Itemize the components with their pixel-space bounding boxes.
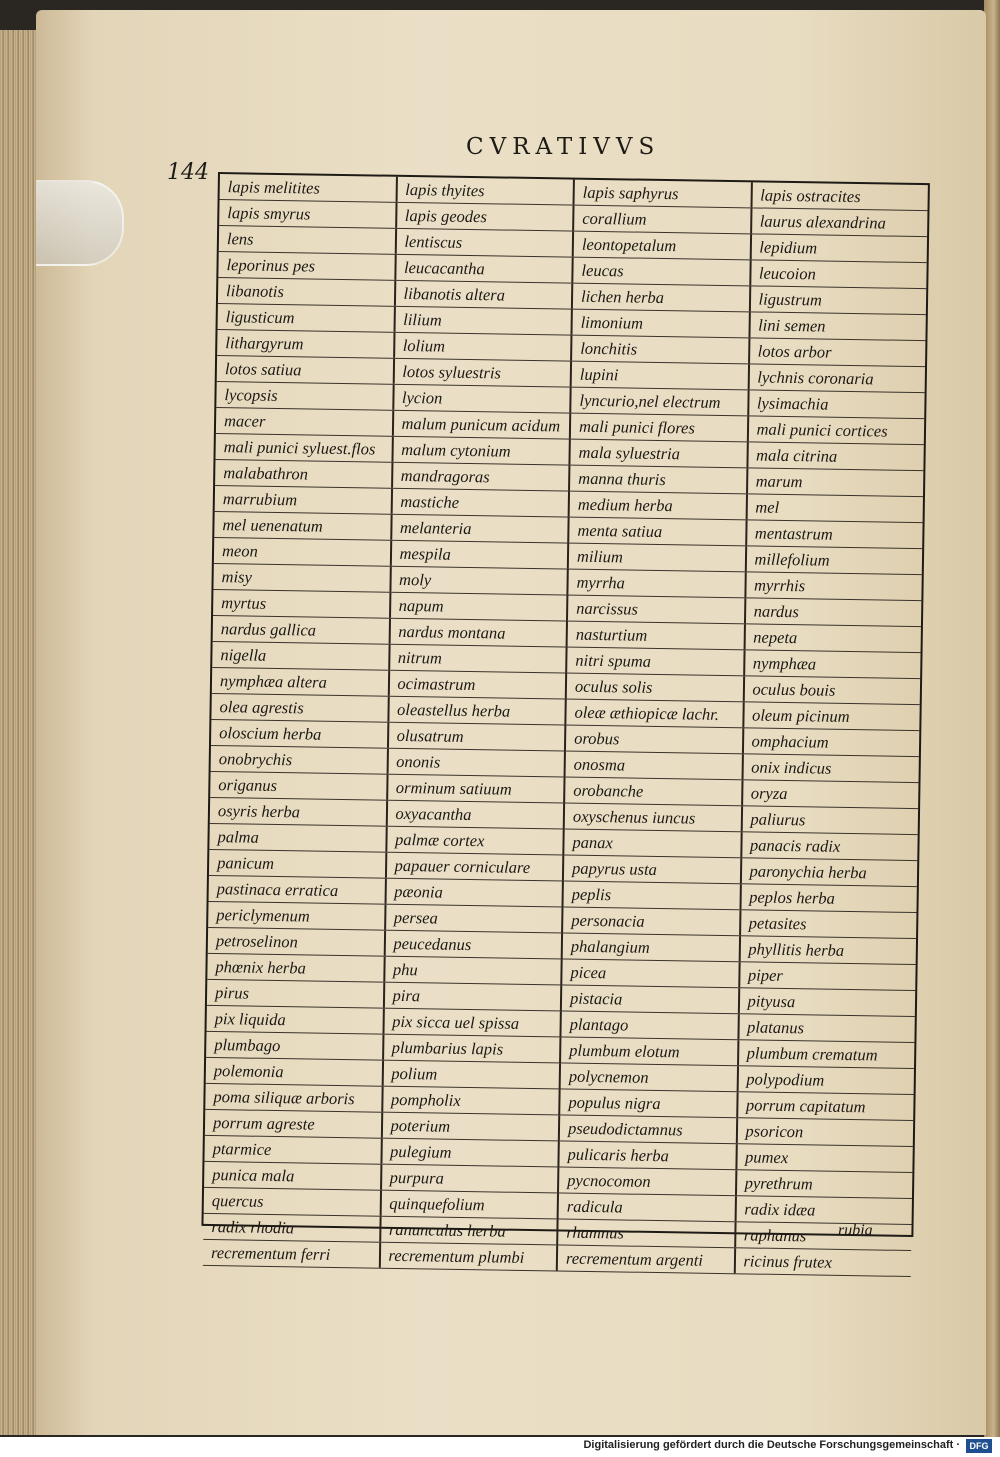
table-cell: oxyschenus iuncus — [563, 803, 741, 831]
table-cell: lini semen — [748, 312, 926, 340]
table-cell: medium herba — [568, 492, 746, 520]
dfg-logo-icon: DFG — [966, 1439, 992, 1453]
table-cell: punica mala — [212, 1165, 295, 1186]
book-fore-edge — [0, 30, 40, 1435]
table-cell: lyncurio,nel electrum — [569, 388, 747, 416]
table-cell: petasites — [739, 910, 917, 938]
table-cell: porrum agreste — [212, 1113, 315, 1134]
table-cell: recrementum plumbi — [378, 1243, 556, 1271]
table-cell: lysimachia — [747, 390, 925, 418]
table-cell: mastiche — [390, 489, 568, 517]
table-cell: radix idæa — [734, 1196, 912, 1224]
table-cell: nepeta — [743, 624, 921, 652]
table-cell: onobrychis — [218, 749, 293, 770]
table-cell: pastinaca erratica — [216, 879, 339, 900]
table-cell: moly — [389, 567, 567, 595]
table-cell: polycnemon — [559, 1063, 737, 1091]
table-cell: pistacia — [560, 985, 738, 1013]
table-cell: myrtus — [221, 593, 267, 613]
catchword: rubia — [838, 1222, 873, 1239]
table-cell: lapis thyites — [395, 177, 573, 205]
table-cell: phœnix herba — [215, 957, 306, 978]
table-cell: oculus bouis — [742, 676, 920, 704]
table-cell: mel — [745, 494, 923, 522]
table-cell: phu — [383, 957, 561, 985]
table-cell: recrementum argenti — [556, 1245, 734, 1273]
table-cell: onosma — [564, 752, 742, 780]
page-number: 144 — [167, 160, 209, 185]
table-cell: panicum — [217, 853, 275, 873]
table-cell: orobus — [564, 726, 742, 754]
table-cell: lithargyrum — [225, 333, 304, 354]
table-cell: nardus — [743, 598, 921, 626]
table-cell: paronychia herba — [739, 858, 917, 886]
table-cell: papyrus usta — [562, 855, 740, 883]
table-cell: pumex — [735, 1144, 913, 1172]
table-cell: radix rhodia — [211, 1217, 295, 1238]
table-cell: polium — [381, 1061, 559, 1089]
table-cell: radicula — [557, 1193, 735, 1221]
table-cell: osyris herba — [217, 801, 301, 822]
table-cell: marum — [746, 468, 924, 496]
table-cell: polypodium — [736, 1066, 914, 1094]
table-cell: peplis — [562, 881, 740, 909]
table-cell: orobanche — [563, 778, 741, 806]
table-cell: pulicaris herba — [557, 1141, 735, 1169]
table-cell: lapis geodes — [395, 203, 573, 231]
table-cell: milium — [567, 544, 745, 572]
table-cell: persea — [384, 905, 562, 933]
table-cell: malabathron — [223, 463, 309, 484]
table-cell: mandragoras — [391, 463, 569, 491]
table-cell: lotos satiua — [224, 359, 302, 380]
table-cell: olea agrestis — [219, 697, 304, 718]
table-cell: leontopetalum — [572, 232, 750, 260]
table-cell: populus nigra — [558, 1089, 736, 1117]
table-cell: lilium — [393, 307, 571, 335]
book-right-edge — [984, 0, 1000, 1440]
table-cell: ptarmice — [212, 1139, 272, 1159]
table-cell: plumbago — [214, 1035, 281, 1056]
table-cell: libanotis — [225, 281, 285, 302]
table-cell: lentiscus — [394, 229, 572, 257]
table-cell: mali punici syluest.flos — [223, 437, 376, 459]
table-cell: raphanus — [734, 1222, 912, 1250]
table-cell: oxyacantha — [385, 801, 563, 829]
table-cell: corallium — [572, 206, 750, 234]
table-cell: oloscium herba — [219, 723, 322, 744]
table-cell: myrrhis — [744, 572, 922, 600]
table-cell: lapis smyrus — [227, 203, 311, 224]
table-cell: limonium — [570, 310, 748, 338]
table-cell: macer — [223, 411, 266, 431]
table-cell: quinquefolium — [379, 1191, 557, 1219]
table-cell: misy — [221, 567, 253, 587]
table-cell: pycnocomon — [557, 1167, 735, 1195]
table-cell: malum cytonium — [391, 437, 569, 465]
table-cell: palma — [217, 827, 259, 847]
table-cell: lycion — [392, 385, 570, 413]
table-cell: pix liquida — [214, 1009, 286, 1030]
table-cell: polemonia — [213, 1061, 284, 1082]
table-cell: mala citrina — [746, 442, 924, 470]
table-cell: platanus — [737, 1014, 915, 1042]
table-cell: palmæ cortex — [385, 827, 563, 855]
table-cell: oryza — [741, 780, 919, 808]
table-cell: lolium — [393, 333, 571, 361]
table-cell: plantago — [559, 1011, 737, 1039]
table-cell: psoricon — [735, 1118, 913, 1146]
table-cell: piper — [738, 962, 916, 990]
page-clip — [36, 180, 124, 266]
table-cell: panacis radix — [740, 832, 918, 860]
table-cell: marrubium — [222, 489, 298, 510]
table-cell: purpura — [380, 1165, 558, 1193]
table-cell: lotos syluestris — [392, 359, 570, 387]
table-cell: omphacium — [741, 728, 919, 756]
table-cell: leporinus pes — [226, 255, 316, 276]
table-cell: lychnis coronaria — [747, 364, 925, 392]
table-cell: napum — [389, 593, 567, 621]
table-cell: quercus — [211, 1191, 264, 1211]
table-cell: recrementum ferri — [210, 1243, 331, 1264]
table-cell: oleæ æthiopicæ lachr. — [564, 700, 742, 728]
table-cell: leucoion — [749, 260, 927, 288]
table-cell: peucedanus — [383, 931, 561, 959]
table-cell: pirus — [214, 983, 250, 1003]
table-cell: ocimastrum — [387, 671, 565, 699]
table-cell: meon — [221, 541, 258, 561]
table-cell: nigella — [220, 645, 267, 665]
table-cell: phalangium — [561, 933, 739, 961]
table-cell: rhamnus — [556, 1219, 734, 1247]
table-cell: pix sicca uel spissa — [382, 1009, 560, 1037]
table-cell: ranunculus herba — [379, 1217, 557, 1245]
table-cell: lapis saphyrus — [573, 180, 751, 208]
table-cell: pæonia — [384, 879, 562, 907]
table-cell: manna thuris — [568, 466, 746, 494]
table-cell: pompholix — [381, 1087, 559, 1115]
table-cell: mali punici flores — [569, 414, 747, 442]
table-cell: nardus montana — [388, 619, 566, 647]
table-cell: ricinus frutex — [733, 1248, 911, 1276]
table-cell: lotos arbor — [748, 338, 926, 366]
table-cell: myrrha — [566, 570, 744, 598]
table-cell: lepidium — [749, 234, 927, 262]
table-cell: ononis — [386, 749, 564, 777]
table-cell: poterium — [380, 1113, 558, 1141]
table-cell: pseudodictamnus — [558, 1115, 736, 1143]
table-cell: mentastrum — [745, 520, 923, 548]
table-cell: laurus alexandrina — [750, 208, 928, 236]
table-cell: personacia — [561, 907, 739, 935]
table-cell: periclymenum — [216, 905, 310, 926]
funding-credit: Digitalisierung gefördert durch die Deutsche Forschungsgemeinschaft · — [583, 1439, 960, 1451]
table-cell: nitrum — [388, 645, 566, 673]
table-cell: leucacantha — [394, 255, 572, 283]
table-cell: papauer corniculare — [384, 853, 562, 881]
table-cell: nardus gallica — [220, 619, 317, 640]
table-cell: oleum picinum — [742, 702, 920, 730]
table-cell: menta satiua — [567, 518, 745, 546]
table-cell: ligusticum — [225, 307, 295, 328]
table-cell: plumbum elotum — [559, 1037, 737, 1065]
table-cell: malum punicum acidum — [391, 411, 569, 439]
table-cell: paliurus — [740, 806, 918, 834]
table-cell: lens — [226, 229, 254, 249]
table-cell: phyllitis herba — [738, 936, 916, 964]
table-cell: pulegium — [380, 1139, 558, 1167]
table-cell: porrum capitatum — [736, 1092, 914, 1120]
table-cell: picea — [560, 959, 738, 987]
table-cell: lupini — [570, 362, 748, 390]
table-cell: poma siliquæ arboris — [213, 1087, 355, 1109]
table-cell: pyrethrum — [734, 1170, 912, 1198]
table-cell: nasturtium — [566, 622, 744, 650]
table-cell: narcissus — [566, 596, 744, 624]
table-cell: mali punici cortices — [746, 416, 924, 444]
table-cell: plumbum crematum — [737, 1040, 915, 1068]
table-cell: petroselinon — [215, 931, 298, 952]
table-cell: leucas — [571, 258, 749, 286]
table-cell: pira — [382, 983, 560, 1011]
table-cell: peplos herba — [739, 884, 917, 912]
table-cell: lycopsis — [224, 385, 278, 405]
table-cell: oleastellus herba — [387, 697, 565, 725]
table-cell: origanus — [218, 775, 278, 796]
table-cell: mala syluestria — [568, 440, 746, 468]
table-cell: oculus solis — [565, 674, 743, 702]
table-cell: lonchitis — [570, 336, 748, 364]
table-cell: mel uenenatum — [222, 515, 323, 536]
table-cell: nymphæa — [743, 650, 921, 678]
table-cell: mespila — [389, 541, 567, 569]
table-cell: olusatrum — [386, 723, 564, 751]
table-cell: panax — [562, 829, 740, 857]
table-cell: onix indicus — [741, 754, 919, 782]
table-cell: millefolium — [744, 546, 922, 574]
table-cell: plumbarius lapis — [382, 1035, 560, 1063]
running-title: CVRATIVVS — [466, 134, 661, 160]
table-cell: melanteria — [390, 515, 568, 543]
table-cell: lichen herba — [571, 284, 749, 312]
plant-table — [201, 172, 929, 1272]
table-cell: nitri spuma — [565, 648, 743, 676]
table-cell: nymphæa altera — [219, 671, 327, 692]
table-cell: orminum satiuum — [386, 775, 564, 803]
table-cell: lapis ostracites — [750, 182, 928, 210]
table-cell: libanotis altera — [393, 281, 571, 309]
table-cell: ligustrum — [748, 286, 926, 314]
table-cell: pityusa — [737, 988, 915, 1016]
table-cell: lapis melitites — [227, 177, 321, 198]
